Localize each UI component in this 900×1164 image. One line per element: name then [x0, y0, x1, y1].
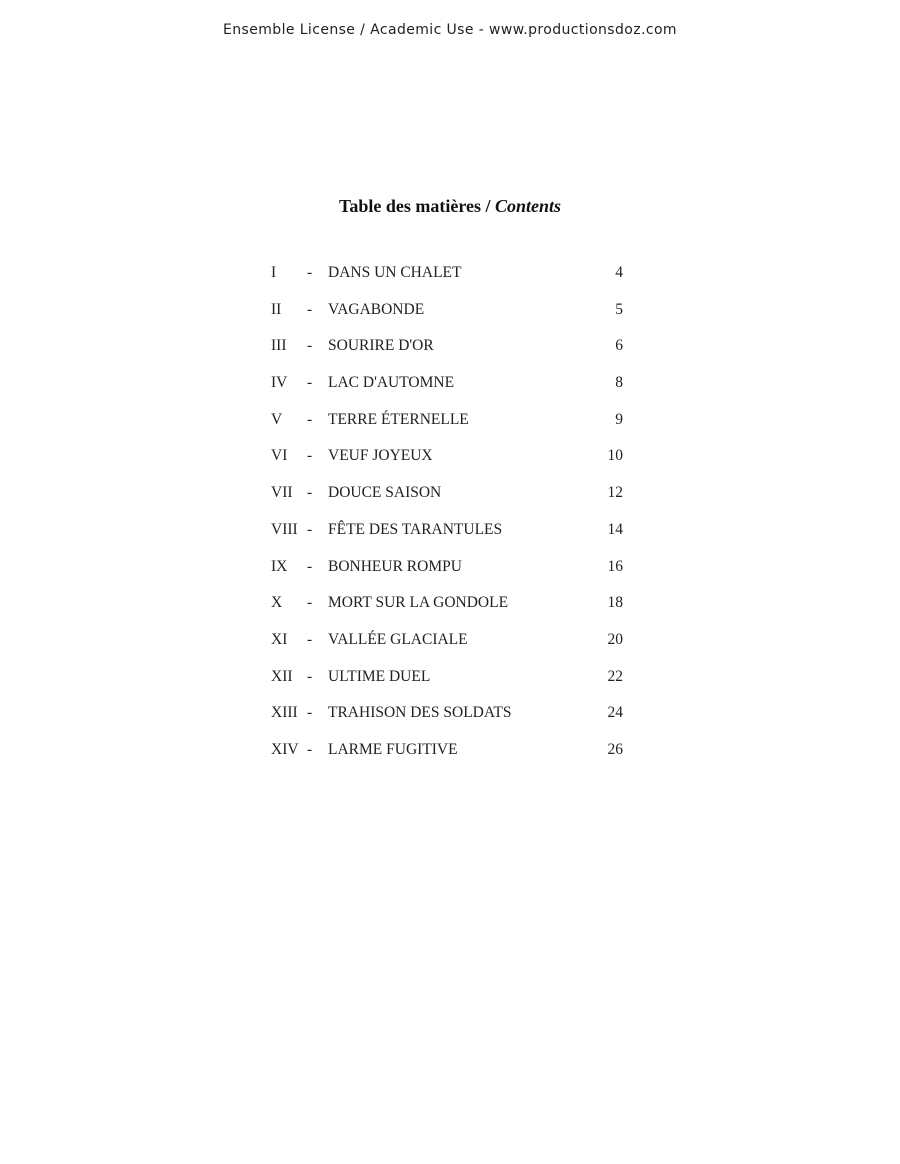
toc-entry — [271, 659, 623, 696]
toc-title-main: Table des matières / — [338, 196, 491, 216]
toc-entry-page: 14 — [607, 520, 623, 538]
toc-entry-dash: - — [307, 740, 313, 758]
toc-entry-number: X — [271, 594, 283, 612]
toc-entry-number: VIII — [271, 520, 298, 538]
toc-entry — [271, 255, 623, 292]
toc-entry-title: SOURIRE D'OR — [328, 337, 434, 355]
toc-entry-dash: - — [307, 447, 313, 465]
toc-entry-title: DANS UN CHALET — [328, 264, 462, 281]
toc-entry-dash: - — [307, 264, 313, 281]
toc-entry-page: 4 — [615, 264, 623, 281]
toc-entry — [271, 292, 623, 329]
toc-entry-number: VI — [271, 447, 288, 465]
toc-entry-title: VALLÉE GLACIALE — [328, 630, 468, 648]
toc-entry — [271, 695, 623, 732]
toc-entry-title: VAGABONDE — [328, 300, 425, 318]
toc-entry-number: III — [271, 337, 287, 355]
toc-entry — [271, 512, 623, 549]
toc-title-italic: Contents — [494, 196, 562, 216]
toc-entry — [271, 475, 623, 512]
toc-entry-title: TRAHISON DES SOLDATS — [328, 704, 512, 722]
toc-entry-dash: - — [307, 630, 313, 648]
toc-entry-page: 16 — [607, 557, 623, 575]
toc-entry — [271, 328, 623, 365]
toc-entry — [271, 732, 623, 769]
toc-entry — [271, 438, 623, 475]
toc-entry-page: 12 — [607, 484, 623, 502]
toc-title — [0, 196, 900, 217]
toc-entry-dash: - — [307, 667, 313, 685]
toc-entry — [271, 549, 623, 586]
toc-entry-number: V — [271, 410, 283, 428]
toc-entry-page: 24 — [607, 704, 623, 722]
toc-entry-number: IX — [271, 557, 288, 575]
toc-entry-dash: - — [307, 337, 313, 355]
toc-entry — [271, 365, 623, 402]
toc-entry-page: 5 — [615, 300, 623, 318]
toc-entry-page: 20 — [607, 630, 623, 648]
toc-entry-dash: - — [307, 374, 313, 392]
toc-entry-title: LARME FUGITIVE — [328, 740, 458, 758]
toc-entry-title: FÊTE DES TARANTULES — [328, 520, 503, 538]
toc-entry-page: 26 — [607, 740, 623, 758]
toc-entry — [271, 585, 623, 622]
toc-entry-title: MORT SUR LA GONDOLE — [328, 594, 509, 612]
toc-entry-number: XIII — [271, 704, 298, 722]
toc-list — [271, 255, 623, 769]
toc-entry-dash: - — [307, 557, 313, 575]
toc-entry-title: LAC D'AUTOMNE — [328, 374, 455, 392]
toc-entry-number: IV — [271, 374, 288, 392]
toc-entry-page: 22 — [607, 667, 623, 685]
toc-entry-title: VEUF JOYEUX — [328, 447, 433, 465]
toc-entry-dash: - — [307, 704, 313, 722]
toc-entry-page: 18 — [607, 594, 623, 612]
toc-entry-dash: - — [307, 484, 313, 502]
toc-entry — [271, 622, 623, 659]
toc-entry-title: TERRE ÉTERNELLE — [328, 410, 469, 428]
toc-entry-page: 8 — [615, 374, 623, 392]
toc-entry-page: 9 — [615, 410, 623, 428]
toc-entry-page: 6 — [615, 337, 623, 355]
license-header: Ensemble License / Academic Use - www.productionsdoz.com — [223, 22, 677, 38]
toc-entry-title: BONHEUR ROMPU — [328, 557, 462, 575]
toc-entry-number: XIV — [271, 740, 299, 758]
toc-entry-number: I — [271, 264, 277, 281]
toc-entry-title: DOUCE SAISON — [328, 484, 442, 502]
toc-entry-number: XI — [271, 630, 288, 648]
toc-entry-number: VII — [271, 484, 293, 502]
toc-entry-number: II — [271, 300, 282, 318]
toc-entry-dash: - — [307, 520, 313, 538]
toc-entry-page: 10 — [607, 447, 623, 465]
toc-entry-dash: - — [307, 594, 313, 612]
toc-entry-dash: - — [307, 410, 313, 428]
toc-entry-number: XII — [271, 667, 293, 685]
toc-entry — [271, 402, 623, 439]
toc-entry-title: ULTIME DUEL — [328, 667, 431, 685]
toc-entry-dash: - — [307, 300, 313, 318]
